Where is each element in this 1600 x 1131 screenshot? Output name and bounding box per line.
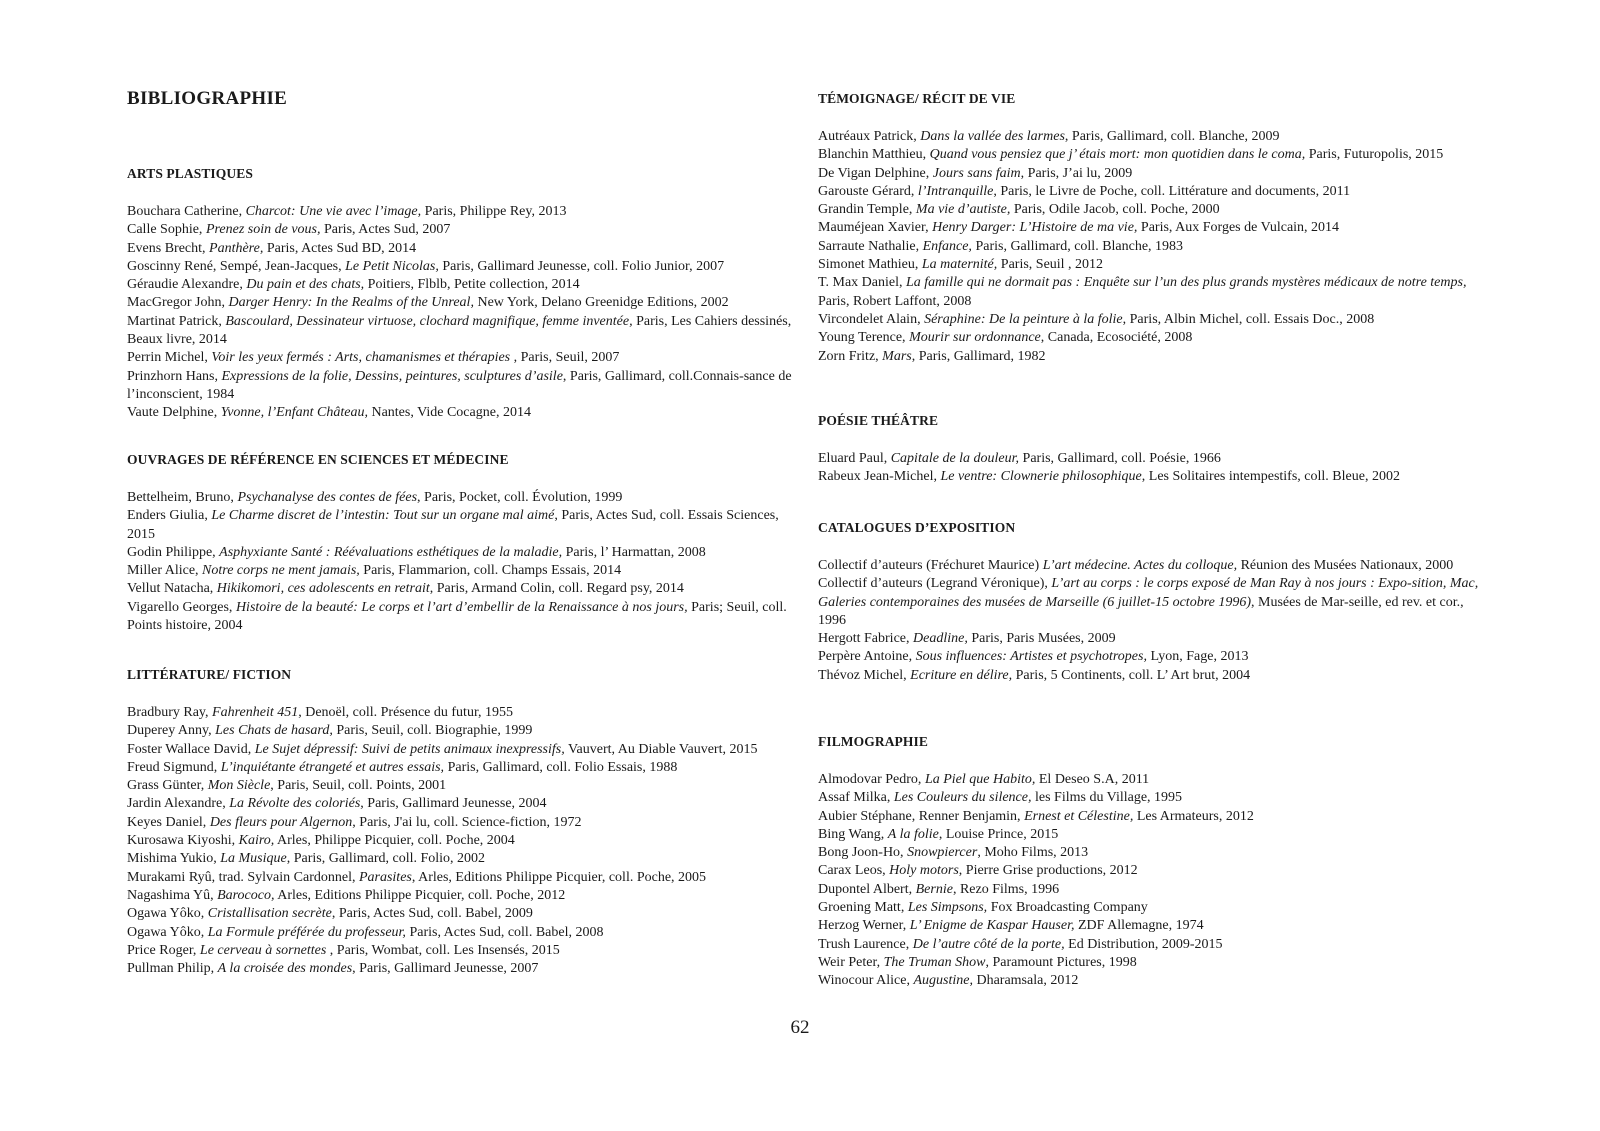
entry-author: Collectif d’auteurs (Fréchuret Maurice) (818, 558, 1043, 573)
entry-author: Calle Sophie, (127, 222, 206, 238)
entry-author: Foster Wallace David, (127, 741, 255, 757)
entry-details: Paris; Seuil, coll. Points histoire, 2004 (127, 599, 787, 634)
bibliography-entry (127, 221, 792, 239)
entry-details: , Paris, Gallimard, 1982 (911, 348, 1046, 364)
entry-author: Zorn Fritz, (818, 348, 883, 364)
bibliography-entry (818, 771, 1483, 789)
entry-author: Jardin Alexandre, (127, 796, 230, 812)
entry-author: Bing Wang, (818, 826, 888, 842)
entry-title: The Truman Show (883, 954, 986, 970)
entry-details: Paris, Seuil , 2012 (997, 257, 1104, 273)
bibliography-entry (127, 832, 792, 850)
entry-author: Carax Leos, (818, 863, 890, 879)
bibliography-entry (818, 862, 1483, 880)
bibliography-entry (127, 313, 792, 350)
entry-title: Darger Henry: In the Realms of the Unreal, (228, 295, 474, 311)
entry-details: , Paris, Gallimard, coll. Blanche, 2009 (1064, 129, 1280, 144)
page-title: BIBLIOGRAPHIE (127, 88, 288, 109)
entry-author: Miller Alice, (127, 563, 203, 579)
bibliography-entry (818, 128, 1483, 146)
entry-author: Vaute Delphine, (127, 405, 221, 421)
entry-title: La Musique (220, 851, 287, 867)
entry-title: Snowpiercer (907, 845, 978, 861)
entry-author: Grandin Temple, (818, 202, 916, 218)
entry-title: Capitale de la douleur, (890, 451, 1020, 466)
entry-title: A la croisée des mondes (217, 961, 353, 977)
entry-title: Ernest et Célestine, (1024, 808, 1134, 824)
entry-title: Panthère, (209, 240, 264, 256)
entry-title: Henry Darger: L’Histoire de ma vie, (932, 220, 1138, 236)
section-heading: LITTÉRATURE/ FICTION (127, 667, 292, 682)
entry-details: Paris, Actes Sud BD, 2014 (263, 240, 417, 256)
entry-title: Les Chats de hasard, (215, 723, 333, 739)
bibliography-entry (818, 881, 1483, 899)
entry-title: Bascoulard, Dessinateur virtuose, clochard magnifique, femme inventée, (225, 313, 633, 329)
bibliography-entry (127, 562, 792, 580)
entry-author: Géraudie Alexandre, (127, 277, 247, 293)
entry-author: Sarraute Nathalie, (818, 238, 923, 254)
entry-title: Prenez soin de vous, (205, 222, 321, 238)
entry-details: Paris, Flammarion, coll. Champs Essais, 2014 (359, 563, 622, 579)
entry-title: L’art médecine. Actes du colloque, (1042, 558, 1238, 573)
entry-author: Mauméjean Xavier, (818, 220, 933, 236)
entry-title: Mon Siècle (207, 778, 271, 794)
entry-author: Trush Laurence, (818, 936, 913, 952)
entry-title: Mars (882, 348, 912, 364)
entry-author: Rabeux Jean-Michel, (818, 469, 941, 485)
entry-title: L’ Enigme de Kaspar Hauser, (909, 918, 1075, 934)
entry-title: Charcot: Une vie avec l’image, (245, 204, 422, 219)
entry-details: , Arles, Editions Philippe Picquier, coll. Poche, 2005 (411, 869, 707, 885)
section-filmographie (818, 733, 1483, 991)
entry-details: , Pierre Grise productions, 2012 (958, 863, 1138, 879)
entry-details: Paris, Actes Sud, coll. Babel, 2008 (405, 924, 604, 940)
bibliography-entry (818, 808, 1483, 826)
entry-details: , Canada, Ecosociété, 2008 (1040, 330, 1193, 346)
bibliography-entry (127, 507, 792, 544)
entry-details: Vauvert, Au Diable Vauvert, 2015 (564, 741, 758, 757)
entry-details: , Moho Films, 2013 (977, 845, 1089, 861)
entry-details: , Paris, J'ai lu, coll. Science-fiction, 1972 (352, 814, 582, 830)
entry-title: Voir les yeux fermés : Arts, chamanismes et thérapies (211, 350, 511, 366)
entry-title: L’inquiétante étrangeté et autres essais, (220, 759, 445, 775)
entry-title: Barococo, (217, 887, 275, 903)
entry-title: Les Simpsons, (907, 900, 988, 916)
bibliography-entry (127, 276, 792, 294)
entry-author: Weir Peter, (818, 954, 884, 970)
entry-author: Dupontel Albert, (818, 881, 916, 897)
bibliography-entry (818, 826, 1483, 844)
bibliography-entry (818, 575, 1483, 630)
entry-details: , Les Solitaires intempestifs, coll. Bleue, 2002 (1141, 469, 1400, 485)
entry-author: Eluard Paul, (818, 451, 891, 466)
entry-details: El Deseo S.A, 2011 (1035, 772, 1150, 787)
bibliography-entry (818, 648, 1483, 666)
section-heading: POÉSIE THÉÂTRE (818, 413, 939, 428)
section-litterature-fiction (127, 666, 792, 978)
bibliography-entry (127, 960, 792, 978)
entry-details: Paris, Philippe Rey, 2013 (421, 204, 567, 219)
entry-author: Hergott Fabrice, (818, 631, 913, 647)
entry-author: Mishima Yukio, (127, 851, 221, 867)
bibliography-entry (127, 869, 792, 887)
entry-details: Paris, Gallimard, coll. Folio Essais, 1988 (444, 759, 678, 775)
entry-title: l’Intranquille (917, 183, 994, 199)
entry-title: La maternité, (921, 257, 998, 273)
bibliography-entry (818, 183, 1483, 201)
bibliography-entry (818, 146, 1483, 164)
entry-author: Bouchara Catherine, (127, 204, 246, 219)
entry-author: Kurosawa Kiyoshi, (127, 833, 239, 849)
entry-title: Notre corps ne ment jamais, (202, 563, 360, 579)
entry-author: Pullman Philip, (127, 961, 218, 977)
entry-details: Paris, Odile Jacob, coll. Poche, 2000 (1010, 202, 1220, 218)
entry-author: Assaf Milka, (818, 790, 894, 806)
entry-author: Evens Brecht, (127, 240, 210, 256)
entry-title: Fahrenheit 451 (212, 705, 299, 720)
entry-title: Le Sujet dépressif: Suivi de petits animaux inexpressifs, (254, 741, 565, 757)
entry-title: Séraphine: De la peinture à la folie (924, 311, 1123, 327)
entry-title: Expressions de la folie, Dessins, peintures, sculptures d’asile (221, 368, 563, 384)
entry-details: Paris, Gallimard Jeunesse, coll. Folio Junior, 2007 (438, 258, 725, 274)
entry-title: Le Charme discret de l’intestin: Tout sur un organe mal aimé (211, 508, 555, 524)
entry-details: , Musées de Mar-seille, ed rev. et cor., 1996 (818, 594, 1464, 628)
entry-title: De l’autre côté de la porte, (912, 936, 1065, 952)
entry-author: Murakami Ryû, trad. Sylvain Cardonnel, (127, 869, 359, 885)
bibliography-entry (818, 899, 1483, 917)
bibliography-entry (127, 777, 792, 795)
bibliography-entry (127, 741, 792, 759)
section-ouvrages-reference (127, 451, 792, 635)
entry-details: Dharamsala, 2012 (972, 973, 1079, 989)
entry-details: , Louise Prince, 2015 (938, 826, 1059, 842)
bibliography-entry (818, 450, 1483, 468)
section-heading: OUVRAGES DE RÉFÉRENCE EN SCIENCES ET MÉDECINE (127, 452, 509, 467)
entry-title: Asphyxiante Santé : Réévaluations esthétiques de la maladie, (219, 544, 563, 560)
bibliography-entry (127, 368, 792, 405)
bibliography-entry (818, 936, 1483, 954)
entry-details: Paris, Seuil, coll. Biographie, 1999 (332, 723, 533, 739)
entry-details: Paris, Futuropolis, 2015 (1305, 147, 1444, 163)
entry-details: ZDF Allemagne, 1974 (1074, 918, 1204, 934)
entry-author: Blanchin Matthieu, (818, 147, 930, 163)
entry-author: Young Terence, (818, 330, 910, 346)
entry-details: , Denoël, coll. Présence du futur, 1955 (298, 705, 514, 720)
entry-details: , Paris, J’ai lu, 2009 (1020, 165, 1133, 181)
entry-author: Perrin Michel, (127, 350, 212, 366)
entry-details: , Paris, Seuil, coll. Points, 2001 (270, 778, 447, 794)
entry-author: Price Roger, (127, 942, 200, 958)
bibliography-entry (818, 844, 1483, 862)
entry-author: MacGregor John, (127, 295, 229, 311)
entry-details: Lyon, Fage, 2013 (1146, 649, 1249, 665)
bibliography-entry (127, 905, 792, 923)
entry-details: , Paris, Albin Michel, coll. Essais Doc., 2008 (1122, 311, 1375, 327)
entry-details: Réunion des Musées Nationaux, 2000 (1237, 558, 1454, 573)
entry-author: Enders Giulia, (127, 508, 212, 524)
bibliography-entry (818, 917, 1483, 935)
bibliography-entry (127, 404, 792, 422)
entry-author: Bong Joon-Ho, (818, 845, 908, 861)
entry-title: Kairo, (238, 833, 275, 849)
entry-author: De Vigan Delphine, (818, 165, 933, 181)
entry-author: Ogawa Yôko, (127, 924, 208, 940)
bibliography-entry (818, 219, 1483, 237)
bibliography-entry (127, 489, 792, 507)
bibliography-entry (818, 468, 1483, 486)
entry-details: Paris, Les Cahiers dessinés, Beaux livre, 2014 (127, 313, 792, 348)
entry-title: Yvonne, l’Enfant Château, (220, 405, 368, 421)
entry-author: Grass Günter, (127, 778, 208, 794)
entry-details: , Paris, Actes Sud, coll. Essais Sciences, 2015 (127, 508, 779, 542)
entry-author: Perpère Antoine, (818, 649, 916, 665)
bibliography-entry (818, 789, 1483, 807)
bibliography-entry (127, 599, 792, 636)
entry-title: Des fleurs pour Algernon (209, 814, 353, 830)
bibliography-entry (818, 348, 1483, 366)
entry-details: , Paris, Pocket, coll. Évolution, 1999 (417, 490, 623, 505)
bibliography-entry (818, 972, 1483, 990)
entry-author: Nagashima Yû, (127, 887, 218, 903)
bibliography-entry (127, 722, 792, 740)
bibliography-entry (818, 201, 1483, 219)
entry-details: , Paris, Gallimard, coll.Connais-sance de l’inconscient, 1984 (127, 368, 792, 402)
entry-author: Autréaux Patrick, (818, 129, 921, 144)
entry-author: Vellut Natacha, (127, 581, 217, 597)
section-heading: FILMOGRAPHIE (818, 734, 928, 749)
bibliography-entry (127, 942, 792, 960)
entry-author: T. Max Daniel, (818, 275, 906, 291)
entry-title: La famille qui ne dormait pas : Enquête sur l’un des plus grands mystères médicaux de notre temps, (906, 275, 1467, 291)
bibliography-entry (127, 759, 792, 777)
entry-author: Godin Philippe, (127, 544, 220, 560)
entry-author: Aubier Stéphane, Renner Benjamin, (818, 808, 1025, 824)
entry-details: Paris, Paris Musées, 2009 (967, 631, 1116, 647)
bibliography-entry (127, 924, 792, 942)
entry-details: , Paramount Pictures, 1998 (985, 954, 1137, 970)
entry-title: Histoire de la beauté: Le corps et l’art d’embellir de la Renaissance à nos jours, (235, 599, 688, 615)
section-arts-plastiques (127, 165, 792, 423)
entry-details: , Paris, Armand Colin, coll. Regard psy, 2014 (429, 581, 684, 597)
bibliography-entry (818, 954, 1483, 972)
entry-author: Garouste Gérard, (818, 183, 918, 199)
entry-title: Jours sans faim (932, 165, 1021, 181)
entry-title: Ma vie d’autiste, (915, 202, 1011, 218)
bibliography-entry (127, 850, 792, 868)
entry-title: Mourir sur ordonnance (909, 330, 1041, 346)
entry-author: Almodovar Pedro, (818, 772, 925, 787)
entry-details: Paris, Actes Sud, 2007 (320, 222, 451, 238)
bibliography-entry (818, 311, 1483, 329)
entry-title: Le Petit Nicolas, (345, 258, 439, 274)
entry-author: Vircondelet Alain, (818, 311, 925, 327)
entry-title: Hikikomori, ces adolescents en retrait (216, 581, 430, 597)
section-heading: CATALOGUES D’EXPOSITION (818, 520, 1016, 535)
entry-title: Sous influences: Artistes et psychotropes, (915, 649, 1147, 665)
bibliography-entry (127, 258, 792, 276)
bibliography-entry (127, 887, 792, 905)
page-number: 62 (790, 1017, 810, 1038)
entry-details: Paris, Gallimard, coll. Poésie, 1966 (1019, 451, 1221, 466)
entry-author: Thévoz Michel, (818, 667, 911, 683)
bibliography-entry (127, 704, 792, 722)
entry-title: Holy motors (889, 863, 959, 879)
entry-title: Deadline, (913, 631, 968, 647)
entry-details: Ed Distribution, 2009-2015 (1064, 936, 1223, 952)
bibliography-entry (818, 238, 1483, 256)
entry-details: Paris, Gallimard, coll. Blanche, 1983 (971, 238, 1184, 254)
entry-author: Freud Sigmund, (127, 759, 221, 775)
entry-author: Groening Matt, (818, 900, 908, 916)
bibliography-entry (127, 580, 792, 598)
entry-title: Bernie (915, 881, 953, 897)
entry-author: Ogawa Yôko, (127, 906, 208, 922)
bibliography-entry (818, 256, 1483, 274)
bibliography-entry (127, 294, 792, 312)
entry-author: Bettelheim, Bruno, (127, 490, 238, 505)
entry-title: Cristallisation secrète (207, 906, 332, 922)
entry-author: Herzog Werner, (818, 918, 910, 934)
entry-details: Paris, l’ Harmattan, 2008 (562, 544, 706, 560)
entry-details: Fox Broadcasting Company (987, 900, 1148, 916)
entry-details: , Paris, Actes Sud, coll. Babel, 2009 (331, 906, 533, 922)
entry-title: La Formule préférée du professeur, (207, 924, 406, 940)
entry-details: les Films du Village, 1995 (1031, 790, 1183, 806)
entry-title: Parasites (358, 869, 412, 885)
bibliography-entry (127, 795, 792, 813)
section-heading: TÉMOIGNAGE/ RÉCIT DE VIE (818, 91, 1016, 106)
entry-author: Martinat Patrick, (127, 313, 226, 329)
section-heading: ARTS PLASTIQUES (127, 166, 253, 181)
entry-title: Le cerveau à sornettes (199, 942, 327, 958)
entry-title: Augustine, (913, 973, 973, 989)
entry-author: Goscinny René, Sempé, Jean-Jacques, (127, 258, 346, 274)
entry-author: Duperey Anny, (127, 723, 216, 739)
entry-details: Paris, Aux Forges de Vulcain, 2014 (1137, 220, 1340, 236)
entry-details: , Paris, Wombat, coll. Les Insensés, 2015 (326, 942, 560, 958)
entry-details: Poitiers, Flblb, Petite collection, 2014 (364, 277, 580, 293)
bibliography-entry (818, 329, 1483, 347)
entry-title: La Piel que Habito, (924, 772, 1036, 787)
entry-author: Vigarello Georges, (127, 599, 236, 615)
entry-details: , Paris, Seuil, 2007 (510, 350, 620, 366)
bibliography-entry (818, 165, 1483, 183)
section-catalogues-exposition (818, 519, 1483, 685)
entry-details: Les Armateurs, 2012 (1133, 808, 1254, 824)
entry-title: Ecriture en délire, (910, 667, 1013, 683)
entry-title: A la folie (887, 826, 939, 842)
section-poesie-theatre (818, 412, 1483, 487)
entry-author: Winocour Alice, (818, 973, 914, 989)
bibliography-entry (818, 630, 1483, 648)
entry-details: New York, Delano Greenidge Editions, 2002 (473, 295, 729, 311)
entry-details: Arles, Philippe Picquier, coll. Poche, 2004 (274, 833, 515, 849)
entry-author: Bradbury Ray, (127, 705, 213, 720)
entry-title: Le ventre: Clownerie philosophique (940, 469, 1142, 485)
entry-details: , Rezo Films, 1996 (952, 881, 1060, 897)
entry-details: Nantes, Vide Cocagne, 2014 (367, 405, 531, 421)
entry-title: Les Couleurs du silence, (893, 790, 1032, 806)
bibliography-entry (127, 814, 792, 832)
bibliography-entry (818, 557, 1483, 575)
entry-title: L’art au corps : le corps exposé de Man Ray à nos jours : Expo-sition, Mac, Galeries contemporaines des musées de Marseille (6 juillet-15 octobre 1996) (818, 576, 1479, 610)
bibliography-entry (127, 349, 792, 367)
entry-details: Paris, 5 Continents, coll. L’ Art brut, 2004 (1012, 667, 1251, 683)
entry-author: Collectif d’auteurs (Legrand Véronique), (818, 576, 1052, 592)
entry-title: La Révolte des coloriés (229, 796, 361, 812)
section-temoignage (818, 90, 1483, 366)
bibliography-entry (127, 544, 792, 562)
entry-author: Prinzhorn Hans, (127, 368, 222, 384)
entry-title: Quand vous pensiez que j’ étais mort: mon quotidien dans le coma, (929, 147, 1306, 163)
bibliography-entry (127, 240, 792, 258)
entry-author: Keyes Daniel, (127, 814, 210, 830)
entry-title: Enfance, (922, 238, 972, 254)
entry-details: Paris, Robert Laffont, 2008 (818, 293, 972, 309)
entry-details: , Paris, le Livre de Poche, coll. Littérature and documents, 2011 (993, 183, 1351, 199)
bibliography-entry (127, 203, 792, 221)
bibliography-entry (818, 667, 1483, 685)
entry-author: Simonet Mathieu, (818, 257, 922, 273)
entry-title: Dans la vallée des larmes (920, 129, 1065, 144)
entry-title: Du pain et des chats, (246, 277, 365, 293)
entry-details: , Paris, Gallimard Jeunesse, 2007 (352, 961, 539, 977)
entry-details: Arles, Editions Philippe Picquier, coll. Poche, 2012 (274, 887, 566, 903)
entry-details: , Paris, Gallimard Jeunesse, 2004 (360, 796, 547, 812)
entry-title: Psychanalyse des contes de fées (237, 490, 418, 505)
bibliography-entry (818, 274, 1483, 311)
entry-details: , Paris, Gallimard, coll. Folio, 2002 (286, 851, 486, 867)
